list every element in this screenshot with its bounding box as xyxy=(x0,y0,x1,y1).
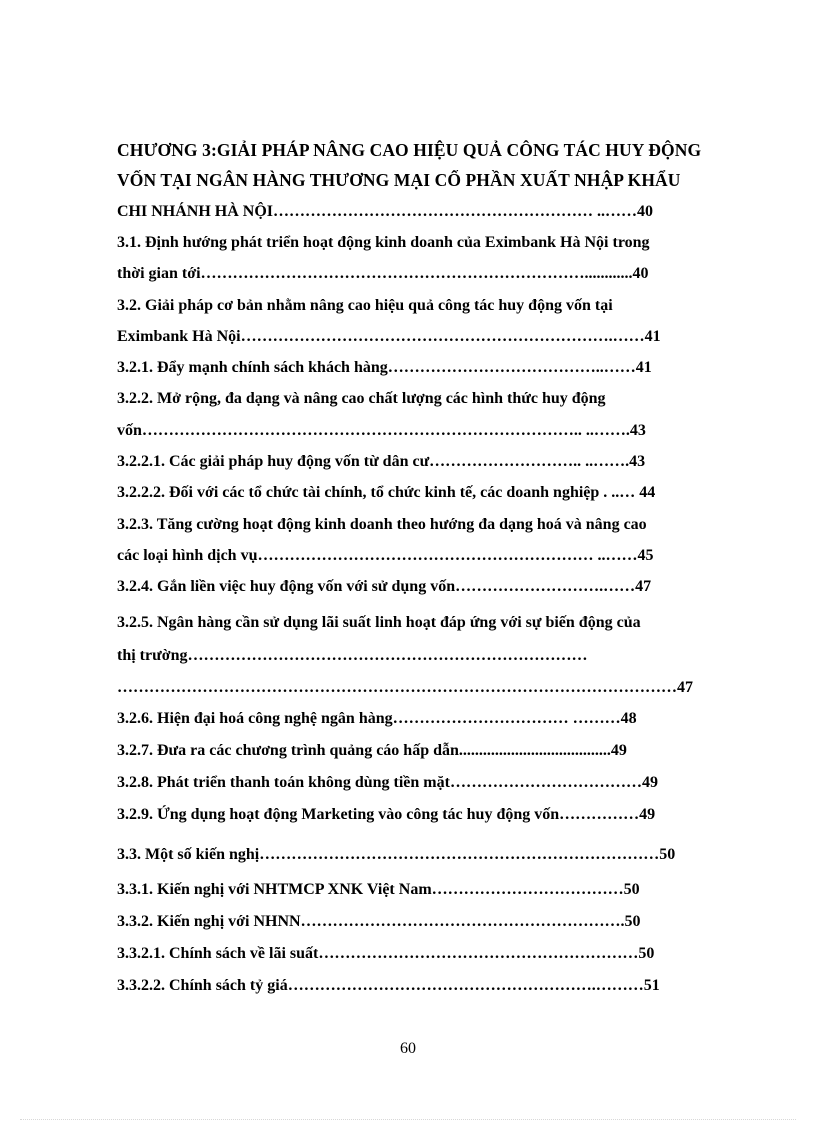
toc-entry-3-2: 3.2. Giải pháp cơ bản nhằm nâng cao hiệu quả công tác huy động vốn tại xyxy=(117,297,613,314)
page-number: 60 xyxy=(400,1040,416,1057)
toc-entry-3-2-8: 3.2.8. Phát triển thanh toán không dùng tiền mặt………………………………49 xyxy=(117,774,658,791)
toc-entry-3-2-9: 3.2.9. Ứng dụng hoạt động Marketing vào công tác huy động vốn……………49 xyxy=(117,806,656,823)
toc-entry-3-2-4: 3.2.4. Gắn liền việc huy động vốn với sử dụng vốn……………………….……47 xyxy=(117,578,652,595)
toc-entry-3-2-5-cont: thị trường………………………………………………………………… xyxy=(117,647,588,664)
toc-entry-3-2-7: 3.2.7. Đưa ra các chương trình quảng cáo hấp dẫn......................................49 xyxy=(117,742,627,759)
toc-entry-3-3-1: 3.3.1. Kiến nghị với NHTMCP XNK Việt Nam………………………………50 xyxy=(117,881,640,898)
toc-entry-3-2-2-cont: vốn……………………………………………………………………….. ..…….43 xyxy=(117,422,646,439)
toc-entry-3-3-2-2: 3.3.2.2. Chính sách tỷ giá………………………………………………….………51 xyxy=(117,977,660,994)
toc-entry-3-1-cont: thời gian tới………………………………………………………………............40 xyxy=(117,265,649,282)
toc-entry-3-2-5-page: ……………………………………………………………………………………………47 xyxy=(117,679,693,696)
toc-entry-3-2-2: 3.2.2. Mở rộng, đa dạng và nâng cao chất lượng các hình thức huy động xyxy=(117,390,606,407)
toc-chapter-line-3: CHI NHÁNH HÀ NỘI…………………………………………………… ..……40 xyxy=(117,203,654,220)
toc-entry-3-3: 3.3. Một số kiến nghị…………………………………………………………………50 xyxy=(117,846,676,863)
toc-entry-3-2-1: 3.2.1. Đẩy mạnh chính sách khách hàng…………………………………..……41 xyxy=(117,359,652,376)
toc-entry-3-2-2-2: 3.2.2.2. Đối với các tổ chức tài chính, tổ chức kinh tế, các doanh nghiệp . ..… 44 xyxy=(117,484,656,501)
toc-entry-3-3-2: 3.3.2. Kiến nghị với NHNN…………………………………………………….50 xyxy=(117,913,641,930)
toc-entry-3-2-5: 3.2.5. Ngân hàng cần sử dụng lãi suất linh hoạt đáp ứng với sự biến động của xyxy=(117,614,641,631)
toc-entry-3-1: 3.1. Định hướng phát triển hoạt động kinh doanh của Eximbank Hà Nội trong xyxy=(117,234,650,251)
toc-entry-3-2-cont: Eximbank Hà Nội…………………………………………………………….……41 xyxy=(117,328,661,345)
page-bottom-divider xyxy=(20,1119,796,1120)
toc-entry-3-2-6: 3.2.6. Hiện đại hoá công nghệ ngân hàng…………………………… ………48 xyxy=(117,710,637,727)
toc-chapter-line-1: CHƯƠNG 3:GIẢI PHÁP NÂNG CAO HIỆU QUẢ CÔNG TÁC HUY ĐỘNG xyxy=(117,140,702,160)
toc-entry-3-2-2-1: 3.2.2.1. Các giải pháp huy động vốn từ dân cư……………………….. ..…….43 xyxy=(117,453,646,470)
toc-entry-3-2-3-cont: các loại hình dịch vụ……………………………………………………… ..……45 xyxy=(117,547,654,564)
toc-chapter-line-2: VỐN TẠI NGÂN HÀNG THƯƠNG MẠI CỔ PHẦN XUẤT NHẬP KHẨU xyxy=(117,170,681,190)
toc-entry-3-2-3: 3.2.3. Tăng cường hoạt động kinh doanh theo hướng đa dạng hoá và nâng cao xyxy=(117,516,647,533)
toc-entry-3-3-2-1: 3.3.2.1. Chính sách về lãi suất……………………………………………………50 xyxy=(117,945,655,962)
